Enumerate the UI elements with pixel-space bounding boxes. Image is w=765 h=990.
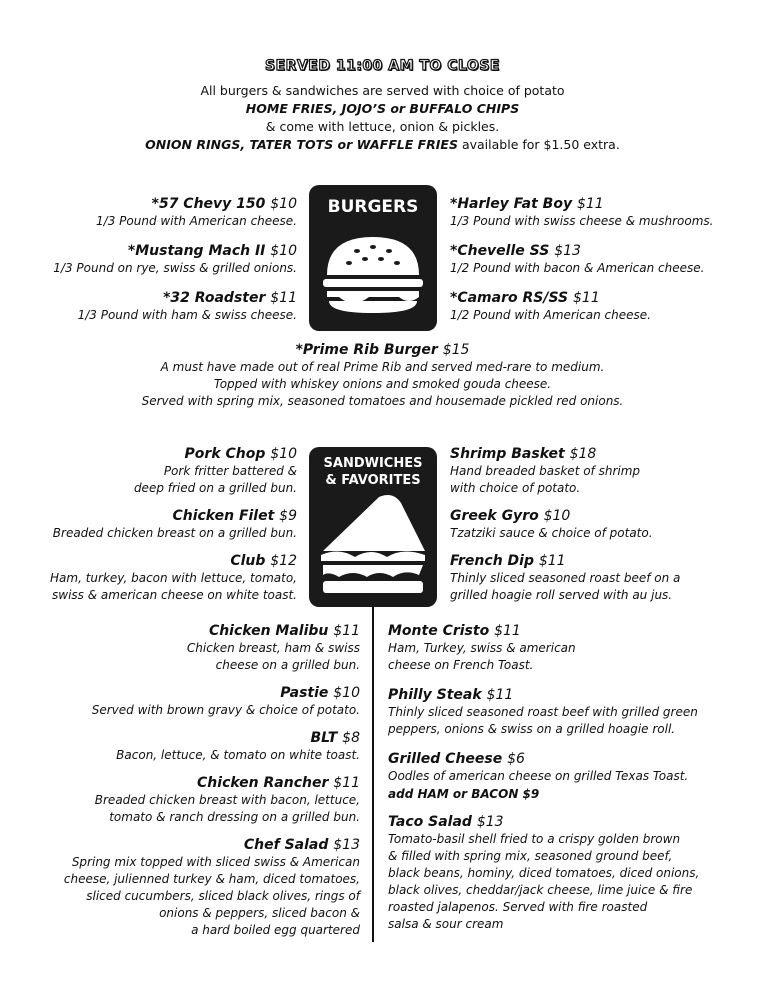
item-name: Chicken Rancher <box>197 775 329 791</box>
item-price: $13 <box>333 837 360 853</box>
item-name: Shrimp Basket <box>450 446 565 462</box>
item-name: Greek Gyro <box>450 508 539 524</box>
item-desc: 1/2 Pound with bacon & American cheese. <box>450 261 705 275</box>
item-name: Chicken Malibu <box>208 623 329 639</box>
sandwiches-title-1: SANDWICHES <box>323 456 423 471</box>
item-desc: grilled hoagie roll served with au jus. <box>450 588 673 602</box>
item-desc: 1/3 Pound on rye, swiss & grilled onions. <box>53 261 297 275</box>
prime-rib-item <box>0 341 765 410</box>
item-desc: Served with brown gravy & choice of potato. <box>91 703 360 717</box>
item-desc: Thinly sliced seasoned roast beef on a <box>450 571 681 585</box>
menu-item <box>450 195 750 230</box>
item-price: $11 <box>333 623 360 639</box>
menu-item <box>450 507 750 542</box>
item-desc: cheese on French Toast. <box>388 658 534 672</box>
burgers-left-column <box>20 195 297 324</box>
menu-item <box>20 684 360 719</box>
item-desc: 1/2 Pound with American cheese. <box>450 308 651 322</box>
menu-item <box>20 774 360 826</box>
item-name: *32 Roadster <box>163 290 266 306</box>
item-name: *57 Chevy 150 <box>151 196 266 212</box>
item-price: $12 <box>270 553 297 569</box>
menu-item <box>450 445 750 497</box>
item-desc: Breaded chicken breast on a grilled bun. <box>52 526 297 540</box>
item-desc: deep fried on a grilled bun. <box>133 481 297 495</box>
item-desc: Thinly sliced seasoned roast beef with grilled green <box>388 705 698 719</box>
item-desc: cheese, julienned turkey & ham, diced tomatoes, <box>63 872 360 886</box>
item-desc: Topped with whiskey onions and smoked gouda cheese. <box>213 377 552 391</box>
item-desc: Breaded chicken breast with bacon, lettuce, <box>94 793 360 807</box>
item-desc: tomato & ranch dressing on a grilled bun. <box>109 810 360 824</box>
menu-item <box>388 686 748 738</box>
served-hours-banner: SERVED 11:00 AM TO CLOSE <box>265 58 500 74</box>
menu-item <box>20 195 297 230</box>
item-desc: Pork fritter battered & <box>163 464 297 478</box>
item-price: $11 <box>538 553 566 569</box>
menu-item <box>20 552 297 604</box>
burger-icon <box>309 217 437 317</box>
menu-item <box>20 507 297 542</box>
menu-item <box>388 750 748 801</box>
item-price: $15 <box>442 342 470 358</box>
item-name: Chicken Filet <box>172 508 275 524</box>
item-desc: black olives, cheddar/jack cheese, lime juice & fire <box>388 883 693 897</box>
menu-item <box>20 289 297 324</box>
item-desc: cheese on a grilled bun. <box>215 658 360 672</box>
menu-item <box>20 622 360 674</box>
item-desc: Spring mix topped with sliced swiss & American <box>71 855 360 869</box>
column-divider <box>372 607 374 942</box>
item-name: Club <box>230 553 266 569</box>
sandwiches-box <box>309 447 437 607</box>
item-price: $11 <box>576 196 604 212</box>
sandwiches-left-column <box>20 445 297 604</box>
menu-item <box>450 552 750 604</box>
item-desc: 1/3 Pound with swiss cheese & mushrooms. <box>450 214 714 228</box>
item-desc: & filled with spring mix, seasoned ground beef, <box>388 849 673 863</box>
item-price: $10 <box>333 685 360 701</box>
item-desc: peppers, onions & swiss on a grilled hoagie roll. <box>388 722 676 736</box>
item-desc: Oodles of american cheese on grilled Texas Toast. <box>388 769 689 783</box>
item-price: $11 <box>333 775 360 791</box>
lower-left-column <box>20 622 360 939</box>
menu-item <box>450 289 750 324</box>
item-desc: 1/3 Pound with ham & swiss cheese. <box>77 308 297 322</box>
menu-item <box>20 242 297 277</box>
menu-item <box>20 729 360 764</box>
item-price: $11 <box>573 290 600 306</box>
item-desc: onions & peppers, sliced bacon & <box>159 906 360 920</box>
item-desc: Ham, turkey, bacon with lettuce, tomato, <box>50 571 297 585</box>
item-desc: Hand breaded basket of shrimp <box>450 464 641 478</box>
item-desc: Chicken breast, ham & swiss <box>186 641 360 655</box>
menu-item <box>450 242 750 277</box>
item-price: $18 <box>569 446 597 462</box>
item-price: $10 <box>270 243 297 259</box>
item-desc: black beans, hominy, diced tomatoes, diced onions, <box>388 866 700 880</box>
item-desc: roasted jalapenos. Served with fire roasted <box>388 900 648 914</box>
item-desc: Bacon, lettuce, & tomato on white toast. <box>116 748 360 762</box>
add-on-note: add HAM or BACON $9 <box>388 787 540 801</box>
item-desc: Tomato-basil shell fried to a crispy golden brown <box>388 832 681 846</box>
item-name: Taco Salad <box>388 814 472 830</box>
item-price: $10 <box>543 508 571 524</box>
item-desc: salsa & sour cream <box>388 917 504 931</box>
menu-item <box>20 836 360 939</box>
item-name: French Dip <box>450 553 534 569</box>
intro-line-2: HOME FRIES, JOJO’S or BUFFALO CHIPS <box>245 101 520 116</box>
item-name: Pastie <box>280 685 329 701</box>
item-name: Chef Salad <box>243 837 329 853</box>
item-desc: Served with spring mix, seasoned tomatoes and housemade pickled red onions. <box>141 394 624 408</box>
item-price: $10 <box>270 446 297 462</box>
sandwiches-title-2: & FAVORITES <box>325 473 421 488</box>
burgers-box <box>309 185 437 331</box>
intro-line-3: & come with lettuce, onion & pickles. <box>265 119 500 134</box>
item-desc: Ham, Turkey, swiss & american <box>388 641 576 655</box>
sandwiches-right-column <box>450 445 750 604</box>
item-name: *Mustang Mach II <box>127 243 266 259</box>
item-desc: sliced cucumbers, sliced black olives, rings of <box>86 889 360 903</box>
menu-item <box>388 622 748 674</box>
item-price: $13 <box>476 814 504 830</box>
item-desc: A must have made out of real Prime Rib and served med-rare to medium. <box>160 360 605 374</box>
intro-line-1: All burgers & sandwiches are served with choice of potato <box>200 83 565 98</box>
lower-right-column <box>388 622 748 933</box>
sandwich-icon <box>309 489 437 599</box>
burgers-title: BURGERS <box>327 197 419 217</box>
intro-line-4: ONION RINGS, TATER TOTS or WAFFLE FRIES available for $1.50 extra. <box>145 137 620 152</box>
item-price: $11 <box>486 687 514 703</box>
item-price: $13 <box>554 243 581 259</box>
item-price: $9 <box>279 508 297 524</box>
intro-text <box>0 82 765 154</box>
item-name: Philly Steak <box>388 687 482 703</box>
item-name: *Camaro RS/SS <box>450 290 569 306</box>
burgers-right-column <box>450 195 750 324</box>
item-name: Monte Cristo <box>388 623 490 639</box>
item-desc: Tzatziki sauce & choice of potato. <box>450 526 653 540</box>
item-name: Grilled Cheese <box>388 751 503 767</box>
item-desc: swiss & american cheese on white toast. <box>52 588 297 602</box>
item-desc: a hard boiled egg quartered <box>191 923 360 937</box>
item-name: *Harley Fat Boy <box>450 196 573 212</box>
item-name: BLT <box>310 730 338 746</box>
menu-item <box>388 813 748 933</box>
item-price: $6 <box>507 751 525 767</box>
item-name: *Chevelle SS <box>450 243 550 259</box>
item-price: $10 <box>270 196 297 212</box>
menu-item <box>20 445 297 497</box>
item-desc: 1/3 Pound with American cheese. <box>96 214 297 228</box>
item-desc: with choice of potato. <box>450 481 581 495</box>
item-name: Pork Chop <box>184 446 266 462</box>
item-price: $11 <box>270 290 297 306</box>
item-price: $11 <box>494 623 521 639</box>
item-price: $8 <box>342 730 360 746</box>
item-name: *Prime Rib Burger <box>295 342 438 358</box>
